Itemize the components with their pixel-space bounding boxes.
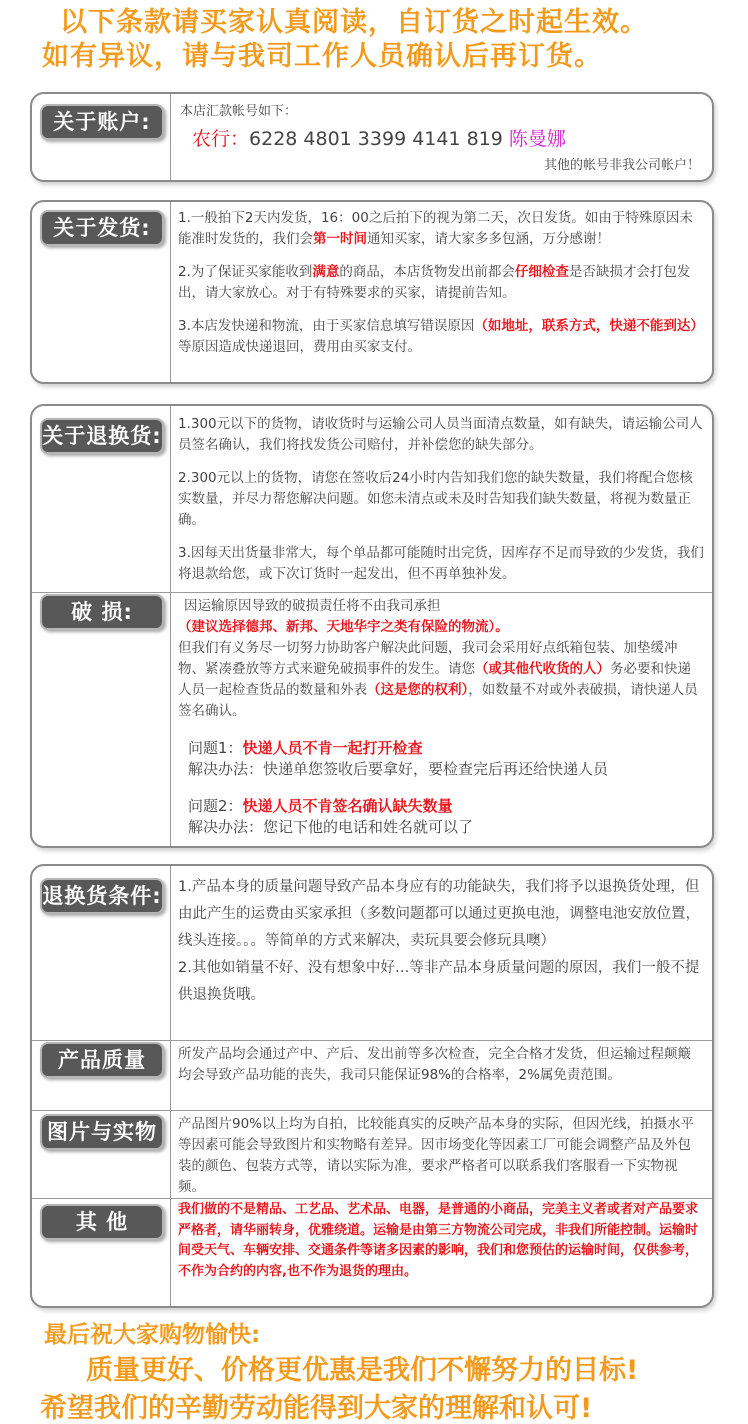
quality-label: 产品质量 xyxy=(40,1042,164,1078)
quality-text: 所发产品均会通过产中、产后、发出前等多次检查，完全合格才发货，但运输过程颠簸均会导致产品功能的丧失，我司只能保证98%的合格率，2%属免责范围。 xyxy=(178,1046,691,1083)
returns-label: 关于退换货: xyxy=(40,418,164,454)
row-divider xyxy=(32,592,712,593)
account-panel xyxy=(30,92,714,182)
shipping-label: 关于发货: xyxy=(40,210,164,246)
notice-line-2: 如有异议，请与我司工作人员确认后再订货。 xyxy=(42,41,602,72)
panel-divider xyxy=(170,202,171,382)
row-divider xyxy=(32,1110,712,1111)
closing-message xyxy=(0,1318,748,1424)
damage-line-3: 但我们有义务尽一切努力协助客户解决此问题，我司会采用好点纸箱包装、加垫缓冲物、紧凑叠放等方式来避免破损事件的发生。请您（或其他代收货的人）务必要和快递人员一起检查货品的数量和外表（这是您的权利），如数量不对或外表破损，请快递人员签名确认。 xyxy=(178,640,698,719)
account-line xyxy=(192,124,566,151)
photos-text: 产品图片90%以上均为自拍，比较能真实的反映产品本身的实际，但因光线，拍摄水平等因素可能会导致图片和实物略有差异。因市场变化等因素工厂可能会调整产品及外包装的颜色、包装方式等，请以实际为准，要求严格者可以联系我们客服看一下实物视频。 xyxy=(178,1116,695,1195)
notice-line-1: 以下条款请买家认真阅读，自订货之时起生效。 xyxy=(60,7,648,38)
damage-label: 破 损: xyxy=(40,594,164,630)
damage-line-1: 因运输原因导致的破损责任将不由我司承担 xyxy=(184,598,441,614)
returns-panel xyxy=(30,404,714,848)
returns-item-3: 3.因每天出货量非常大，每个单品都可能随时出完货，因库存不足而导致的少发货，我们将退款给您，或下次订货时一起发出，但不再单独补发。 xyxy=(178,545,704,582)
answer-1: 解决办法：快递单您签收后要拿好，要检查完后再还给快递人员 xyxy=(188,760,609,778)
other-label: 其 他 xyxy=(40,1204,164,1240)
conditions-label: 退换货条件: xyxy=(40,878,164,914)
row-divider xyxy=(32,1198,712,1199)
damage-line-2: （建议选择德邦、新邦、天地华宇之类有保险的物流）。 xyxy=(178,619,509,635)
conditions-panel xyxy=(30,864,714,1308)
other-text: 我们做的不是精品、工艺品、艺术品、电器，是普通的小商品，完美主义者或者对产品要求严格者，请华丽转身，优雅绕道。运输是由第三方物流公司完成，非我们所能控制。运输时间受天气、车辆安排、交通条件等诸多因素的影响，我们和您预估的运输时间，仅供参考，不作为合约的内容,也不作为退货的理由。 xyxy=(178,1202,699,1279)
closing-line-2: 质量更好、价格更优惠是我们不懈努力的目标! xyxy=(86,1355,639,1386)
returns-text xyxy=(178,414,704,597)
question-2: 问题2：快递人员不肯签名确认缺失数量 xyxy=(188,797,453,815)
conditions-item-2: 2.其他如销量不好、没有想象中好…等非产品本身质量问题的原因，我们一般不提供退换货哦。 xyxy=(178,960,700,1003)
account-intro: 本店汇款帐号如下： xyxy=(180,104,298,119)
shipping-text xyxy=(178,208,704,370)
conditions-text xyxy=(178,874,704,1009)
top-notice xyxy=(0,6,748,74)
row-divider xyxy=(32,1040,712,1041)
shipping-panel xyxy=(30,200,714,384)
panel-divider xyxy=(170,866,171,1306)
bank-name: 农行： xyxy=(192,128,250,150)
returns-item-1: 1.300元以下的货物，请收货时与运输公司人员当面清点数量，如有缺失，请运输公司人员签名确认，我们将找发货公司赔付，并补偿您的缺失部分。 xyxy=(178,416,703,453)
closing-line-1: 最后祝大家购物愉快: xyxy=(44,1322,261,1348)
returns-item-2: 2.300元以上的货物，请您在签收后24小时内告知我们您的缺失数量，我们将配合您核实数量，并尽力帮您解决问题。如您未清点或未及时告知我们缺失数量，将视为数量正确。 xyxy=(178,470,693,528)
account-holder: 陈曼娜 xyxy=(508,128,566,150)
question-1: 问题1：快递人员不肯一起打开检查 xyxy=(188,739,423,757)
account-label: 关于账户: xyxy=(40,104,164,140)
account-number: 6228 4801 3399 4141 819 xyxy=(249,128,503,150)
answer-2: 解决办法：您记下他的电话和姓名就可以了 xyxy=(188,818,474,836)
panel-divider xyxy=(170,406,171,846)
photos-label: 图片与实物 xyxy=(40,1114,164,1150)
closing-line-3: 希望我们的辛勤劳动能得到大家的理解和认可! xyxy=(40,1393,593,1424)
shipping-item-2: 2.为了保证买家能收到满意的商品，本店货物发出前都会仔细检查是否缺损才会打包发出，请大家放心。对于有特殊要求的买家，请提前告知。 xyxy=(178,264,691,301)
shipping-item-3: 3.本店发快递和物流，由于买家信息填写错误原因（如地址，联系方式，快递不能到达）等原因造成快递退回，费用由买家支付。 xyxy=(178,318,704,355)
panel-divider xyxy=(170,94,171,180)
conditions-item-1: 1.产品本身的质量问题导致产品本身应有的功能缺失，我们将予以退换货处理，但由此产生的运费由买家承担（多数问题都可以通过更换电池，调整电池安放位置，线头连接。。。等简单的方式来解决，卖玩具要会修玩具噢） xyxy=(178,879,700,949)
damage-text xyxy=(178,596,704,838)
shipping-item-1: 1.一般拍下2天内发货，16：00之后拍下的视为第二天，次日发货。如由于特殊原因未能准时发货的，我们会第一时间通知买家，请大家多多包涵，万分感谢！ xyxy=(178,210,693,247)
account-note: 其他的帐号非我公司帐户！ xyxy=(543,158,700,173)
